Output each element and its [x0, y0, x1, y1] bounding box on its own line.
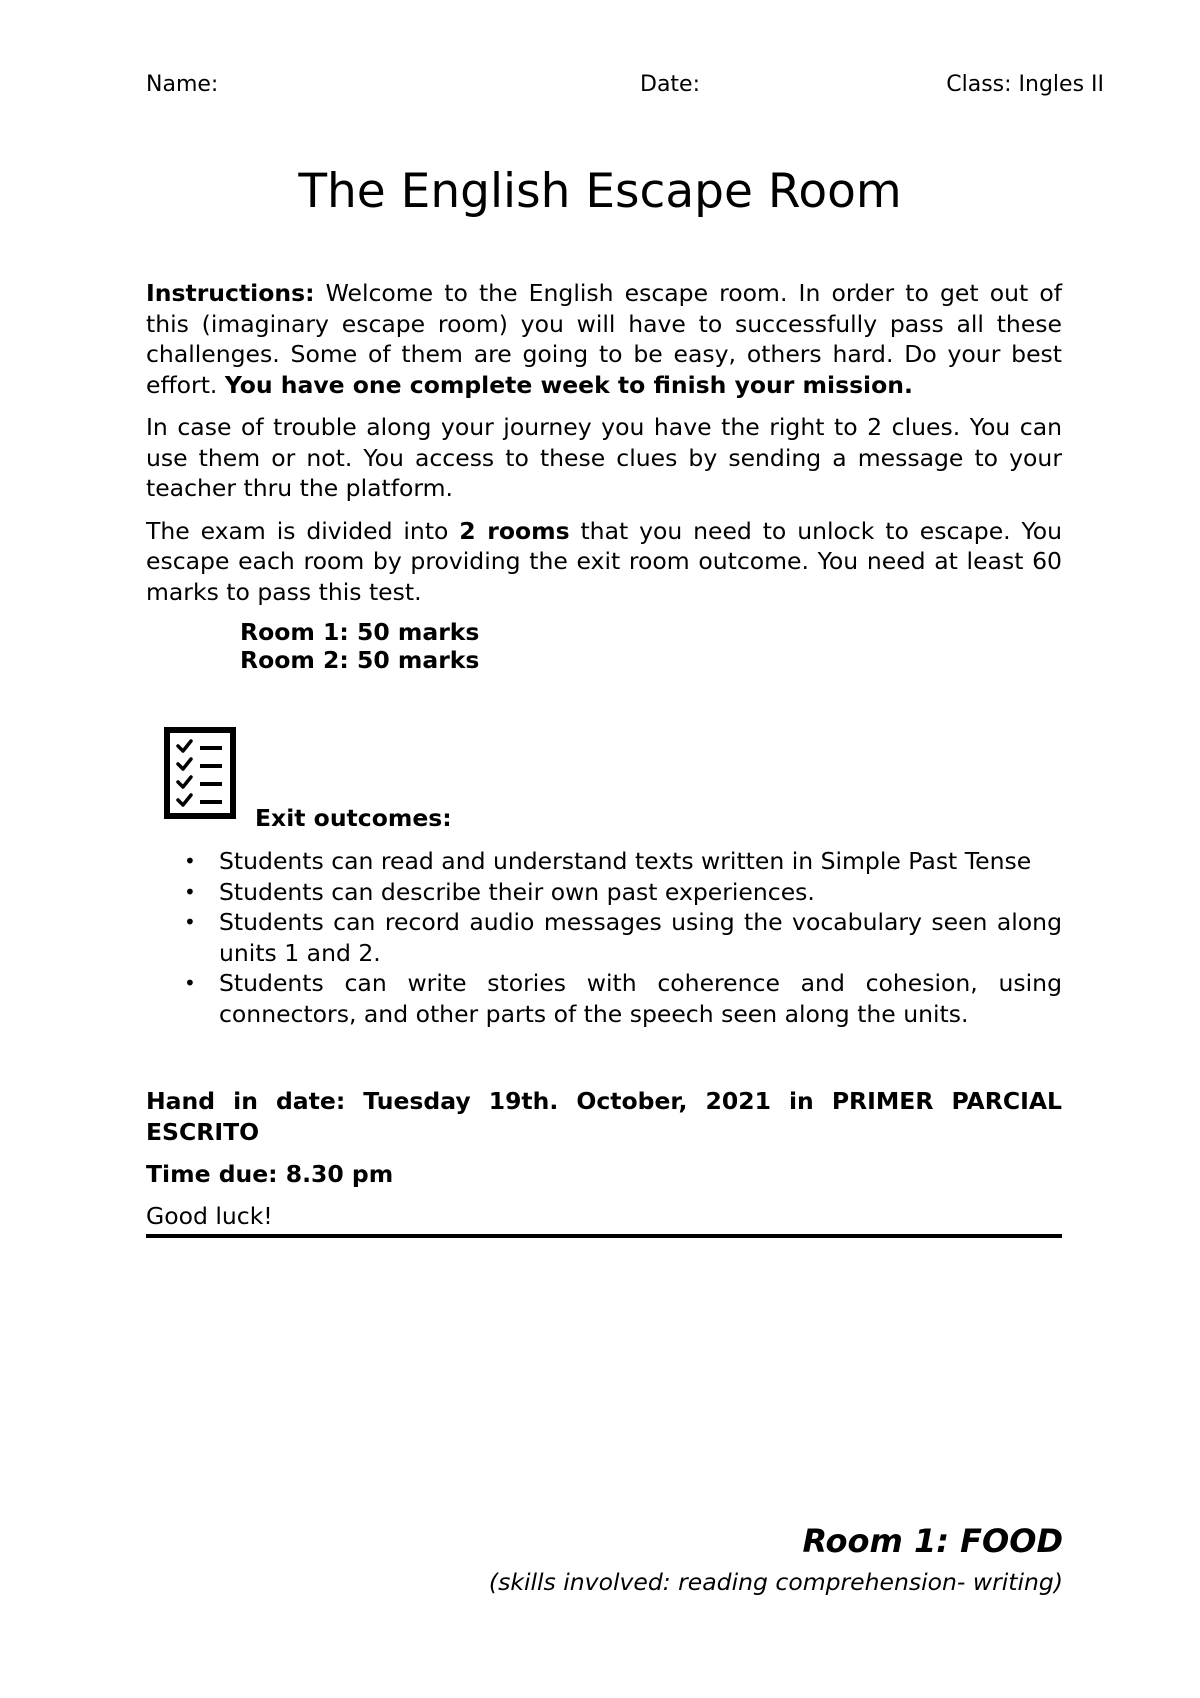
instructions-label: Instructions: [146, 279, 315, 307]
p3-start: The exam is divided into [146, 516, 460, 545]
bullet-icon: • [184, 910, 196, 934]
header-row [146, 72, 1104, 102]
good-luck: Good luck! [146, 1202, 273, 1230]
time-due: Time due: 8.30 pm [146, 1160, 394, 1188]
name-label: Name: [146, 72, 219, 97]
room-skills: (skills involved: reading comprehension- writing) [488, 1568, 1063, 1596]
horizontal-divider [146, 1234, 1062, 1238]
exit-outcomes-title: Exit outcomes: [255, 804, 452, 832]
instructions-paragraph-3 [146, 516, 1062, 608]
date-label: Date: [640, 72, 700, 97]
p3-bold: 2 rooms [459, 516, 570, 545]
rooms-marks [240, 618, 479, 674]
list-item [146, 846, 1062, 877]
instructions-deadline-note: You have one complete week to finish your mission. [224, 370, 913, 399]
outcome-text: Students can describe their own past experiences. [219, 877, 815, 906]
p3-end: that you need to unlock to escape. You escape each room by providing the exit room outcome. You need at least 60 marks to pass this test. [146, 516, 1063, 606]
room-2-marks: Room 2: 50 marks [240, 646, 480, 674]
list-item [146, 877, 1062, 908]
document-title: The English Escape Room [298, 164, 902, 219]
bullet-icon: • [184, 971, 196, 995]
instructions-text: Welcome to the English escape room. In order to get out of this (imaginary escape room) you will have to successfully pass all these challenges. Some of them are going to be easy, others hard. Do your best effort. [146, 279, 1062, 399]
exit-outcomes-list [146, 846, 1062, 1029]
room-heading: Room 1: FOOD [802, 1522, 1063, 1560]
outcome-text: Students can record audio messages using the vocabulary seen along units 1 and 2. [219, 908, 1062, 967]
class-label: Class: Ingles II [946, 72, 1104, 97]
room-1-marks: Room 1: 50 marks [240, 618, 480, 646]
bullet-icon: • [184, 849, 196, 873]
list-item [146, 968, 1062, 1029]
checklist-icon [164, 727, 236, 819]
outcome-text: Students can write stories with coherence and cohesion, using connectors, and other parts of the speech seen along the units. [219, 969, 1062, 1028]
instructions-section [146, 278, 1062, 619]
outcome-text: Students can read and understand texts written in Simple Past Tense [219, 847, 1032, 875]
instructions-paragraph-1 [146, 278, 1062, 400]
list-item [146, 907, 1062, 968]
hand-in-date: Hand in date: Tuesday 19th. October, 2021 in PRIMER PARCIAL ESCRITO [146, 1087, 1062, 1146]
bullet-icon: • [184, 879, 196, 904]
instructions-paragraph-2: In case of trouble along your journey you have the right to 2 clues. You can use them or not. You access to these clues by sending a message to your teacher thru the platform. [146, 413, 1062, 502]
